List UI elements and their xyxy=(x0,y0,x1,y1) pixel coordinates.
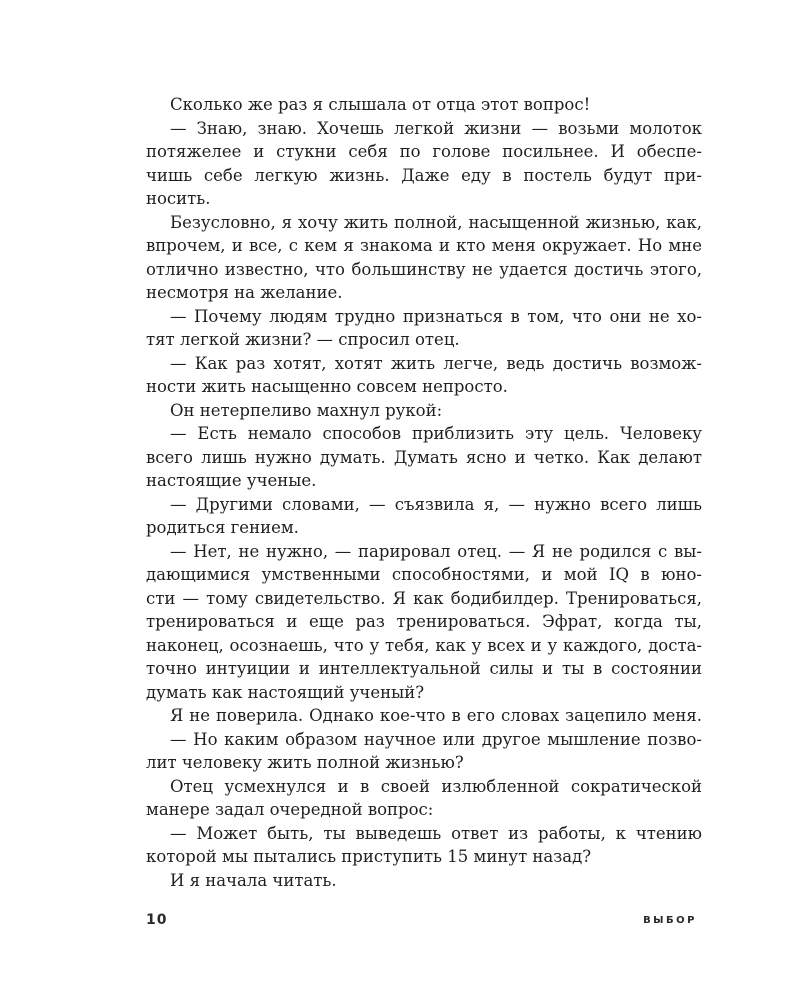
text-line: всего лишь нужно думать. Думать ясно и четко. Как делают xyxy=(146,447,702,467)
text-line: — Но каким образом научное или другое мышление позво- xyxy=(170,729,702,749)
text-line: несмотря на желание. xyxy=(146,283,343,302)
text-line: впрочем, и все, с кем я знакома и кто меня окружает. Но мне xyxy=(146,236,702,255)
text-line: манере задал очередной вопрос: xyxy=(146,800,434,819)
text-line: — Как раз хотят, хотят жить легче, ведь достичь возмож- xyxy=(170,353,702,373)
text-line: настоящие ученые. xyxy=(146,471,317,490)
text-line: отлично известно, что большинству не удается достичь этого, xyxy=(146,259,702,279)
body-text xyxy=(146,93,702,892)
running-head: ВЫБОР xyxy=(643,915,697,926)
text-line: — Знаю, знаю. Хочешь легкой жизни — возьми молоток xyxy=(170,118,702,138)
text-line: лит человеку жить полной жизнью? xyxy=(146,753,464,772)
text-line: — Есть немало способов приблизить эту цель. Человеку xyxy=(170,424,702,443)
text-line: тят легкой жизни? — спросил отец. xyxy=(146,330,460,349)
text-line: наконец, осознаешь, что у тебя, как у всех и у каждого, доста- xyxy=(146,635,702,655)
text-line: потяжелее и стукни себя по голове посильнее. И обеспе- xyxy=(146,142,702,161)
page-number: 10 xyxy=(146,912,168,928)
text-line: Отец усмехнулся и в своей излюбленной сократической xyxy=(170,776,702,796)
text-line: Безусловно, я хочу жить полной, насыщенной жизнью, как, xyxy=(170,212,702,232)
text-line: — Другими словами, — съязвила я, — нужно всего лишь xyxy=(170,494,702,514)
text-line: Он нетерпеливо махнул рукой: xyxy=(170,400,443,420)
text-line: — Нет, не нужно, — парировал отец. — Я не родился с вы- xyxy=(170,541,702,561)
text-line: тренироваться и еще раз тренироваться. Эфрат, когда ты, xyxy=(146,612,702,631)
text-line: Я не поверила. Однако кое-что в его словах зацепило меня. xyxy=(170,706,702,725)
text-line: И я начала читать. xyxy=(170,870,337,890)
text-line: родиться гением. xyxy=(146,518,299,537)
text-line: дающимися умственными способностями, и мой IQ в юно- xyxy=(146,565,702,584)
text-line: Сколько же раз я слышала от отца этот вопрос! xyxy=(170,95,591,114)
text-line: которой мы пытались приступить 15 минут назад? xyxy=(146,847,592,866)
text-line: точно интуиции и интеллектуальной силы и ты в состоянии xyxy=(146,659,702,678)
text-line: сти — тому свидетельство. Я как бодибилдер. Тренироваться, xyxy=(146,588,702,608)
text-line: думать как настоящий ученый? xyxy=(146,682,425,702)
text-line: чишь себе легкую жизнь. Даже еду в постель будут при- xyxy=(146,165,702,185)
text-line: ности жить насыщенно совсем непросто. xyxy=(146,377,508,396)
text-line: — Почему людям трудно признаться в том, что они не хо- xyxy=(170,306,702,326)
text-line: носить. xyxy=(146,189,211,208)
text-line: — Может быть, ты выведешь ответ из работы, к чтению xyxy=(170,823,702,843)
